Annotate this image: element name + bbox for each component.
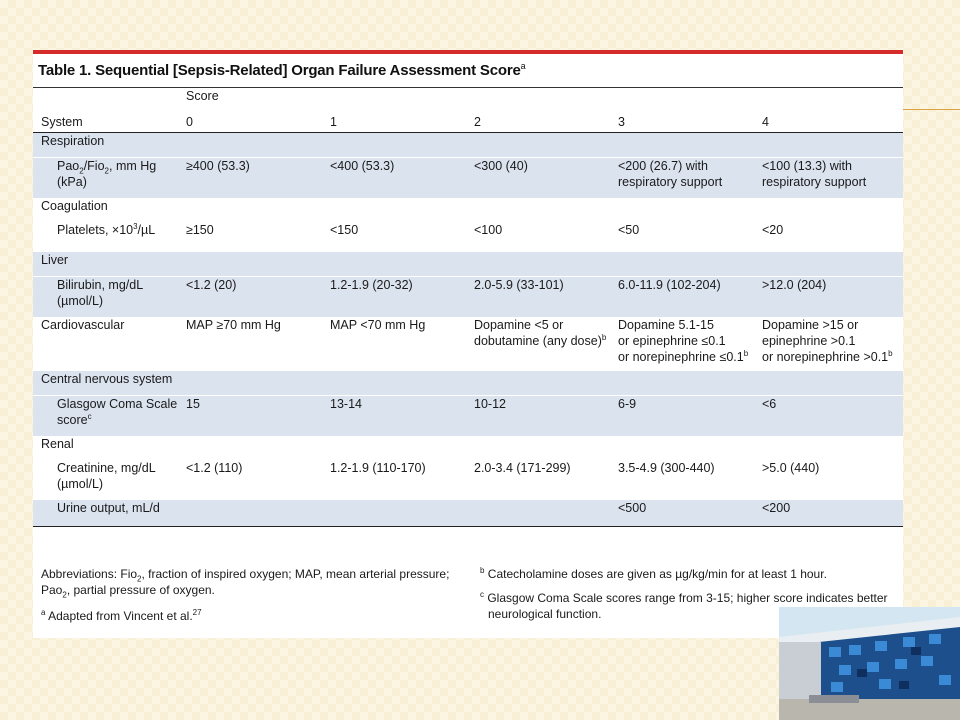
cell: 15	[178, 396, 322, 437]
cell: Dopamine <5 or dobutamine (any dose)$^b$	[474, 318, 607, 348]
cell: 10-12	[466, 396, 610, 437]
cell: <150	[330, 223, 359, 237]
cell: 6.0-11.9 (102-204)	[610, 277, 754, 318]
table-row	[33, 222, 903, 252]
score-col-2: 2	[466, 114, 610, 133]
building-photo	[779, 607, 960, 720]
table-row	[33, 500, 903, 527]
score-col-3: 3	[610, 114, 754, 133]
section-respiration: Respiration	[33, 133, 903, 158]
footnote-abbreviations: Abbreviations: Fio$_2$, fraction of inspired oxygen; MAP, mean arterial pressure; Pao$_2$, partial pressure of oxygen.	[41, 567, 450, 600]
table-row	[33, 396, 903, 437]
table-row	[33, 158, 903, 199]
table-row	[33, 198, 903, 222]
table-row	[33, 252, 903, 277]
row-label-gcs: Glasgow Coma Scale score$^c$	[33, 396, 178, 437]
cell: ≥150	[186, 223, 214, 237]
cell: Dopamine 5.1-15 or epinephrine ≤0.1 or norepinephrine ≤0.1$^b$	[618, 318, 749, 364]
cell	[466, 500, 610, 527]
cell: <200	[754, 500, 903, 527]
table-title: Table 1. Sequential [Sepsis-Related] Organ Failure Assessment Score$^a$	[38, 61, 526, 79]
cell	[178, 500, 322, 527]
cell: <50	[618, 223, 640, 237]
decorative-line	[900, 109, 960, 110]
cell: <100	[474, 223, 503, 237]
table-row	[33, 277, 903, 318]
cell: 1.2-1.9 (20-32)	[322, 277, 466, 318]
cell: 6-9	[610, 396, 754, 437]
section-renal: Renal	[41, 437, 74, 451]
row-label-cardiovascular: Cardiovascular	[41, 318, 125, 332]
footnote-a: $^a$ Adapted from Vincent et al.$^{27}$	[41, 608, 202, 623]
cell: 13-14	[322, 396, 466, 437]
row-label-urine: Urine output, mL/d	[33, 500, 178, 527]
sofa-table-card	[33, 50, 903, 638]
table-row	[33, 436, 903, 460]
cell: <6	[754, 396, 903, 437]
table-row	[33, 133, 903, 158]
cell: >5.0 (440)	[762, 461, 820, 475]
cell: <400 (53.3)	[322, 158, 466, 199]
section-cns: Central nervous system	[33, 371, 903, 396]
cell: MAP ≥70 mm Hg	[186, 318, 281, 332]
score-col-0: 0	[178, 114, 322, 133]
cell: >12.0 (204)	[754, 277, 903, 318]
system-header: System	[33, 114, 178, 133]
table-row	[33, 460, 903, 500]
footnote-c: $^c$ Glasgow Coma Scale scores range from 3-15; higher score indicates better neurological function.	[480, 590, 888, 621]
row-label-creatinine: Creatinine, mg/dL (µmol/L)	[57, 461, 156, 491]
cell: <200 (26.7) with respiratory support	[610, 158, 754, 199]
cell: 2.0-5.9 (33-101)	[466, 277, 610, 318]
cell: 2.0-3.4 (171-299)	[474, 461, 571, 475]
cell: <300 (40)	[466, 158, 610, 199]
footnote-b: $^b$ Catecholamine doses are given as µg/kg/min for at least 1 hour.	[480, 566, 827, 581]
score-header: Score	[186, 89, 219, 103]
cell	[322, 500, 466, 527]
sofa-table	[33, 88, 903, 527]
score-col-1: 1	[322, 114, 466, 133]
cell: <20	[762, 223, 784, 237]
cell: MAP <70 mm Hg	[330, 318, 426, 332]
row-label-bilirubin: Bilirubin, mg/dL (µmol/L)	[33, 277, 178, 318]
cell: 3.5-4.9 (300-440)	[618, 461, 715, 475]
row-label-pao2: Pao$_2$/Fio$_2$, mm Hg (kPa)	[33, 158, 178, 199]
table-row	[33, 371, 903, 396]
section-coagulation: Coagulation	[41, 199, 108, 213]
cell: <100 (13.3) with respiratory support	[754, 158, 903, 199]
footnotes	[33, 562, 903, 642]
cell: ≥400 (53.3)	[178, 158, 322, 199]
cell: 1.2-1.9 (110-170)	[330, 461, 426, 475]
score-col-4: 4	[754, 114, 903, 133]
cell: Dopamine >15 or epinephrine >0.1 or norepinephrine >0.1$^b$	[762, 318, 893, 364]
cell: <500	[610, 500, 754, 527]
cell: <1.2 (110)	[186, 461, 243, 475]
section-liver: Liver	[33, 252, 903, 277]
table-row	[33, 317, 903, 371]
building-image	[779, 607, 960, 720]
row-label-platelets: Platelets, $\times 10^3/\mu L$	[57, 221, 156, 237]
cell: <1.2 (20)	[178, 277, 322, 318]
